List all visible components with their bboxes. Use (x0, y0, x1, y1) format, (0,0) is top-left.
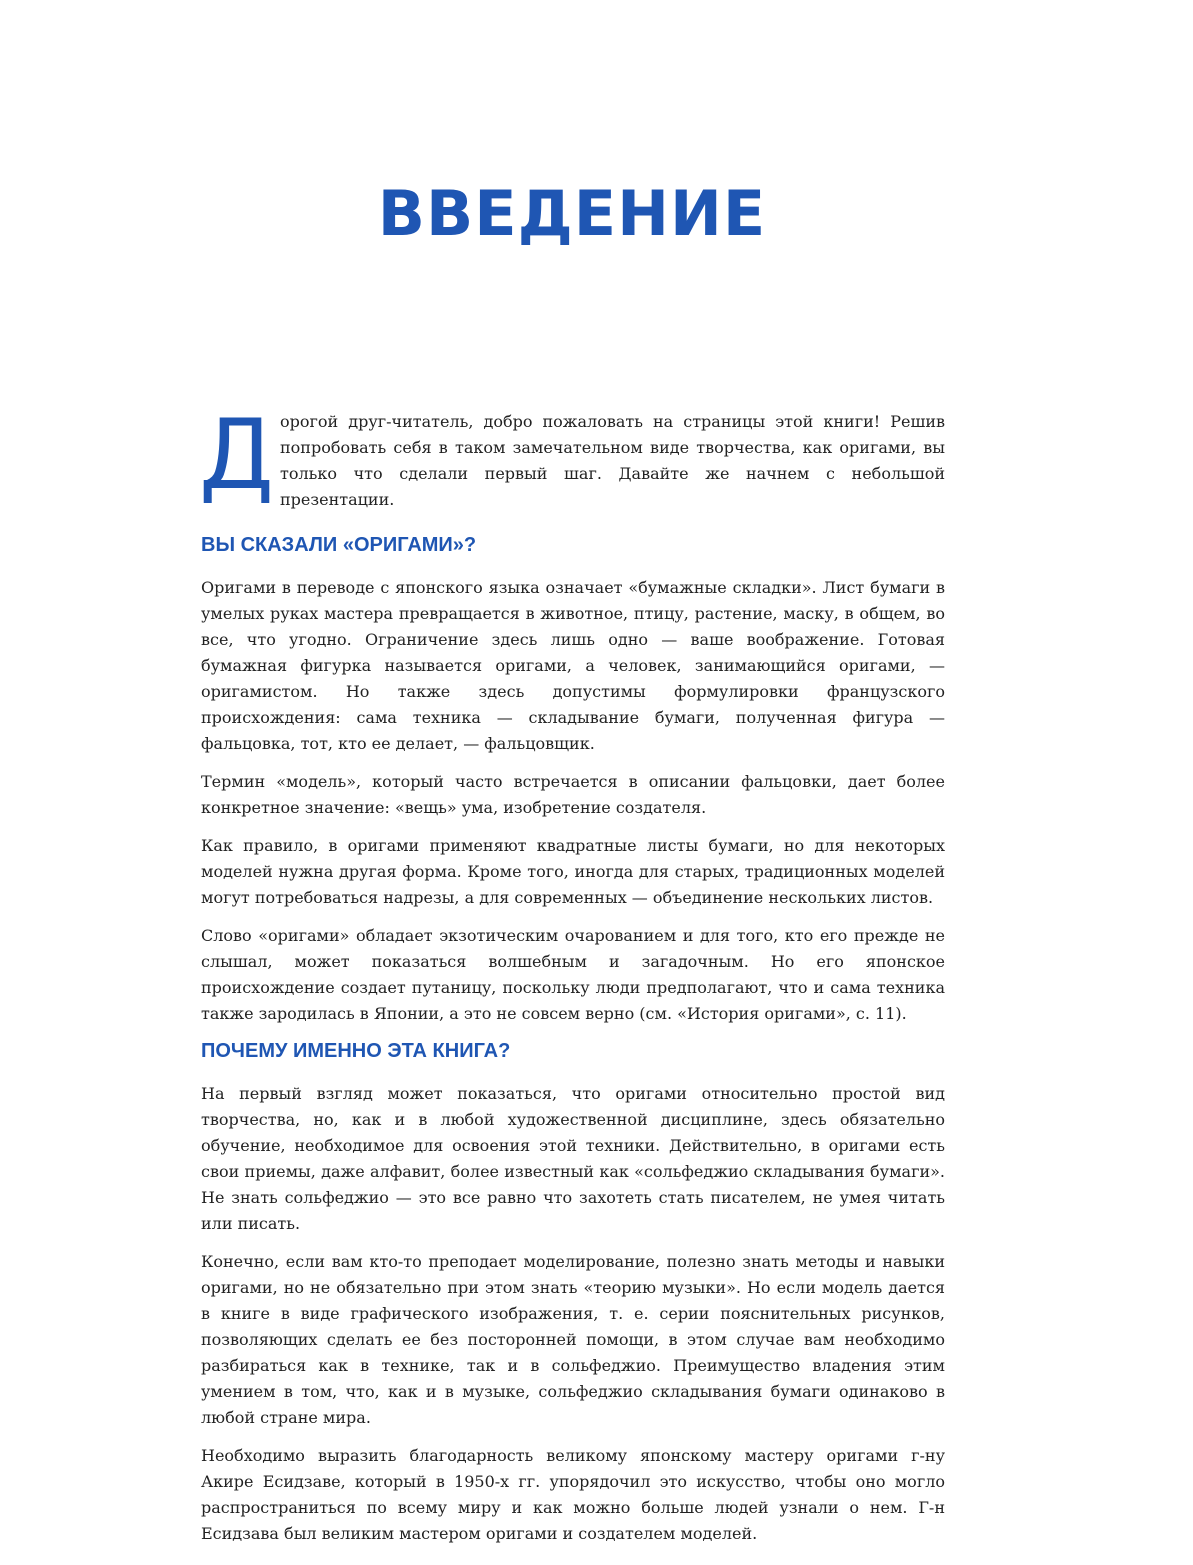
text-column (199, 399, 945, 1559)
intro-text: орогой друг-читатель, добро пожаловать на страницы этой книги! Решив попробовать себя в таком замечательном виде творчества, как оригами, вы только что сделали первый шаг. Давайте же начнем с небольшой презентации. (280, 412, 945, 509)
section-1-paragraph-4: Слово «оригами» обладает экзотическим очарованием и для того, кто его прежде не слышал, может показаться волшебным и загадочным. Но его японское происхождение создает путаницу, поскольку люди предполагают, что и сама техника также зародилась в Японии, а это не совсем верно (см. «История оригами», с. 11). (201, 926, 945, 1023)
section-1-paragraph-2: Термин «модель», который часто встречается в описании фальцовки, дает более конкретное значение: «вещь» ума, изобретение создателя. (201, 772, 945, 817)
section-1-paragraph-3: Как правило, в оригами применяют квадратные листы бумаги, но для некоторых моделей нужна другая форма. Кроме того, иногда для старых, традиционных моделей могут потребоваться надрезы, а для современных — объединение нескольких листов. (201, 836, 945, 907)
section-heading-origami: ВЫ СКАЗАЛИ «ОРИГАМИ»? (201, 534, 477, 556)
section-1-paragraph-1: Оригами в переводе с японского языка означает «бумажные складки». Лист бумаги в умелых руках мастера превращается в животное, птицу, растение, маску, в общем, во все, что угодно. Ограничение здесь лишь одно — ваше воображение. Готовая бумажная фигурка называется оригами, а человек, занимающийся оригами, — оригамистом. Но также здесь допустимы формулировки французского происхождения: сама техника — складывание бумаги, полученная фигура — фальцовка, тот, кто ее делает, — фальцовщик. (201, 578, 945, 753)
section-2-paragraph-1: На первый взгляд может показаться, что оригами относительно простой вид творчества, но, как и в любой художественной дисциплине, здесь обязательно обучение, необходимое для освоения этой техники. Действительно, в оригами есть свои приемы, даже алфавит, более известный как «сольфеджио складывания бумаги». Не знать сольфеджио — это все равно что захотеть стать писателем, не умея читать или писать. (201, 1084, 945, 1233)
intro-paragraph (199, 399, 945, 513)
section-2-paragraph-3: Необходимо выразить благодарность великому японскому мастеру оригами г-ну Акире Есидзаве, который в 1950-х гг. упорядочил это искусство, чтобы оно могло распространиться по всему миру и как можно больше людей узнали о нем. Г-н Есидзава был великим мастером оригами и создателем моделей. (201, 1446, 945, 1543)
section-2-paragraph-2: Конечно, если вам кто-то преподает моделирование, полезно знать методы и навыки оригами, но не обязательно при этом знать «теорию музыки». Но если модель дается в книге в виде графического изображения, т. е. серии пояснительных рисунков, позволяющих сделать ее без посторонней помощи, в этом случае вам необходимо разбираться как в технике, так и в сольфеджио. Преимущество владения этим умением в том, что, как и в музыке, сольфеджио складывания бумаги одинаково в любой стране мира. (201, 1252, 945, 1427)
chapter-title: ВВЕДЕНИЕ (377, 177, 767, 250)
drop-cap: Д (199, 399, 274, 511)
section-heading-why-this-book: ПОЧЕМУ ИМЕННО ЭТА КНИГА? (201, 1040, 511, 1062)
